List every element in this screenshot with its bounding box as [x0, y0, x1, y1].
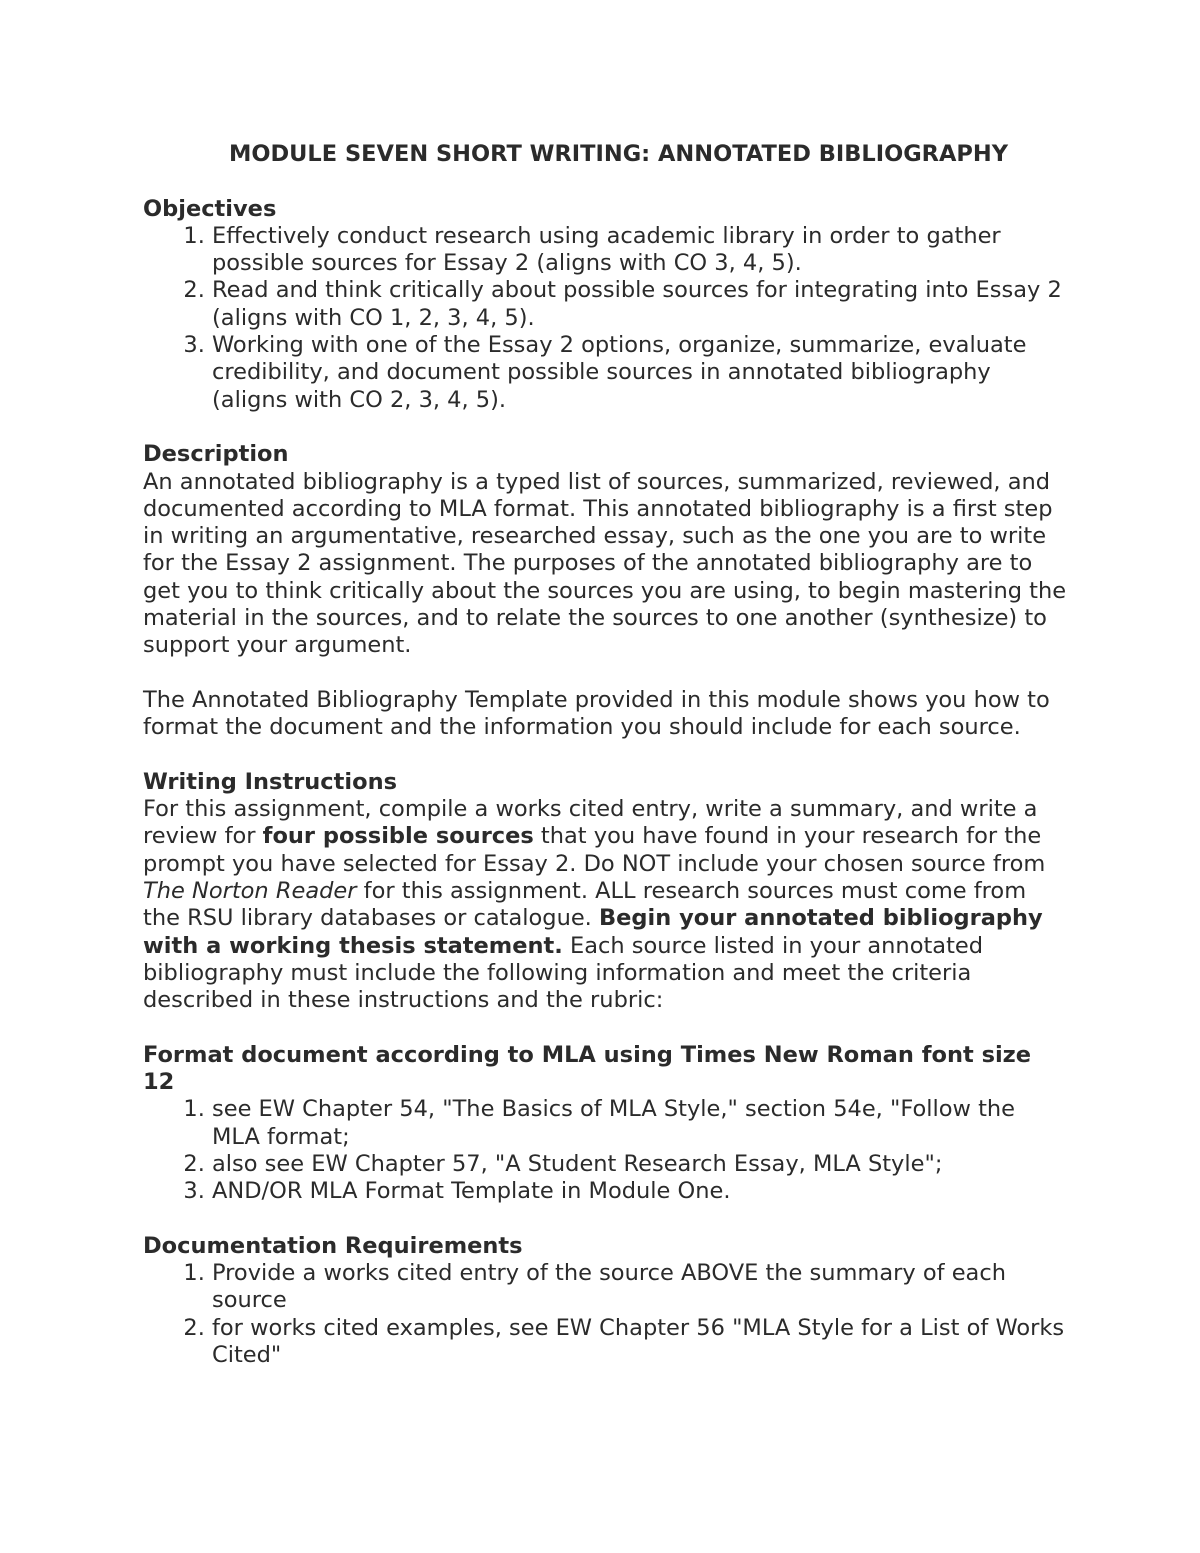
text-run: for this assignment. ALL research sources must come from the RSU library databases or catalogue.	[143, 878, 1027, 932]
text-run: For this assignment, compile a works cited entry, write a summary, and write a review for	[143, 796, 1038, 850]
list-item: 1. see EW Chapter 54, "The Basics of MLA Style," section 54e, "Follow the MLA format;	[212, 1096, 1068, 1151]
list-item: 1. Effectively conduct research using academic library in order to gather possible sources for Essay 2 (aligns with CO 3, 4, 5).	[212, 223, 1068, 278]
list-item: 3. AND/OR MLA Format Template in Module One.	[212, 1178, 1068, 1205]
writing-instructions-paragraph	[143, 796, 1068, 1014]
objectives-list	[143, 223, 1068, 414]
list-item: 2. Read and think critically about possible sources for integrating into Essay 2 (aligns with CO 1, 2, 3, 4, 5).	[212, 277, 1068, 332]
description-heading: Description	[143, 441, 289, 468]
writing-instructions-heading: Writing Instructions	[143, 768, 397, 795]
list-item: 2. also see EW Chapter 57, "A Student Research Essay, MLA Style";	[212, 1151, 1068, 1178]
format-section	[143, 1042, 1068, 1206]
text-run: Each source listed in your annotated bibliography must include the following information and meet the criteria described in these instructions and the rubric:	[143, 932, 984, 1014]
documentation-list	[143, 1260, 1068, 1369]
format-list	[143, 1096, 1068, 1205]
bold-run: Begin your annotated bibliography with a working thesis statement.	[143, 905, 1043, 959]
objectives-heading: Objectives	[143, 195, 277, 222]
template-paragraph: The Annotated Bibliography Template provided in this module shows you how to format the document and the information you should include for each source.	[143, 686, 1050, 741]
objectives-section	[143, 196, 1068, 414]
bold-run: four possible sources	[262, 823, 534, 850]
document-page	[143, 141, 1068, 1369]
book-title: The Norton Reader	[143, 878, 357, 905]
format-heading: Format document according to MLA using Times New Roman font size 12	[143, 1041, 1032, 1096]
list-item: 2. for works cited examples, see EW Chapter 56 "MLA Style for a List of Works Cited"	[212, 1315, 1068, 1370]
list-item: 3. Working with one of the Essay 2 options, organize, summarize, evaluate credibility, and document possible sources in annotated bibliography (aligns with CO 2, 3, 4, 5).	[212, 332, 1068, 414]
documentation-section	[143, 1233, 1068, 1369]
description-section	[143, 441, 1068, 741]
list-item: 1. Provide a works cited entry of the source ABOVE the summary of each source	[212, 1260, 1068, 1315]
writing-instructions-section	[143, 769, 1068, 1015]
page-title: MODULE SEVEN SHORT WRITING: ANNOTATED BIBLIOGRAPHY	[228, 141, 1009, 167]
text-run: that you have found in your research for the prompt you have selected for Essay 2. Do NOT include your chosen source from	[143, 823, 1046, 877]
documentation-heading: Documentation Requirements	[143, 1232, 523, 1259]
description-paragraph: An annotated bibliography is a typed list of sources, summarized, reviewed, and documented according to MLA format. This annotated bibliography is a first step in writing an argumentative, researched essay, such as the one you are to write for the Essay 2 assignment. The purposes of the annotated bibliography are to get you to think critically about the sources you are using, to begin mastering the material in the sources, and to relate the sources to one another (synthesize) to support your argument.	[143, 468, 1067, 659]
